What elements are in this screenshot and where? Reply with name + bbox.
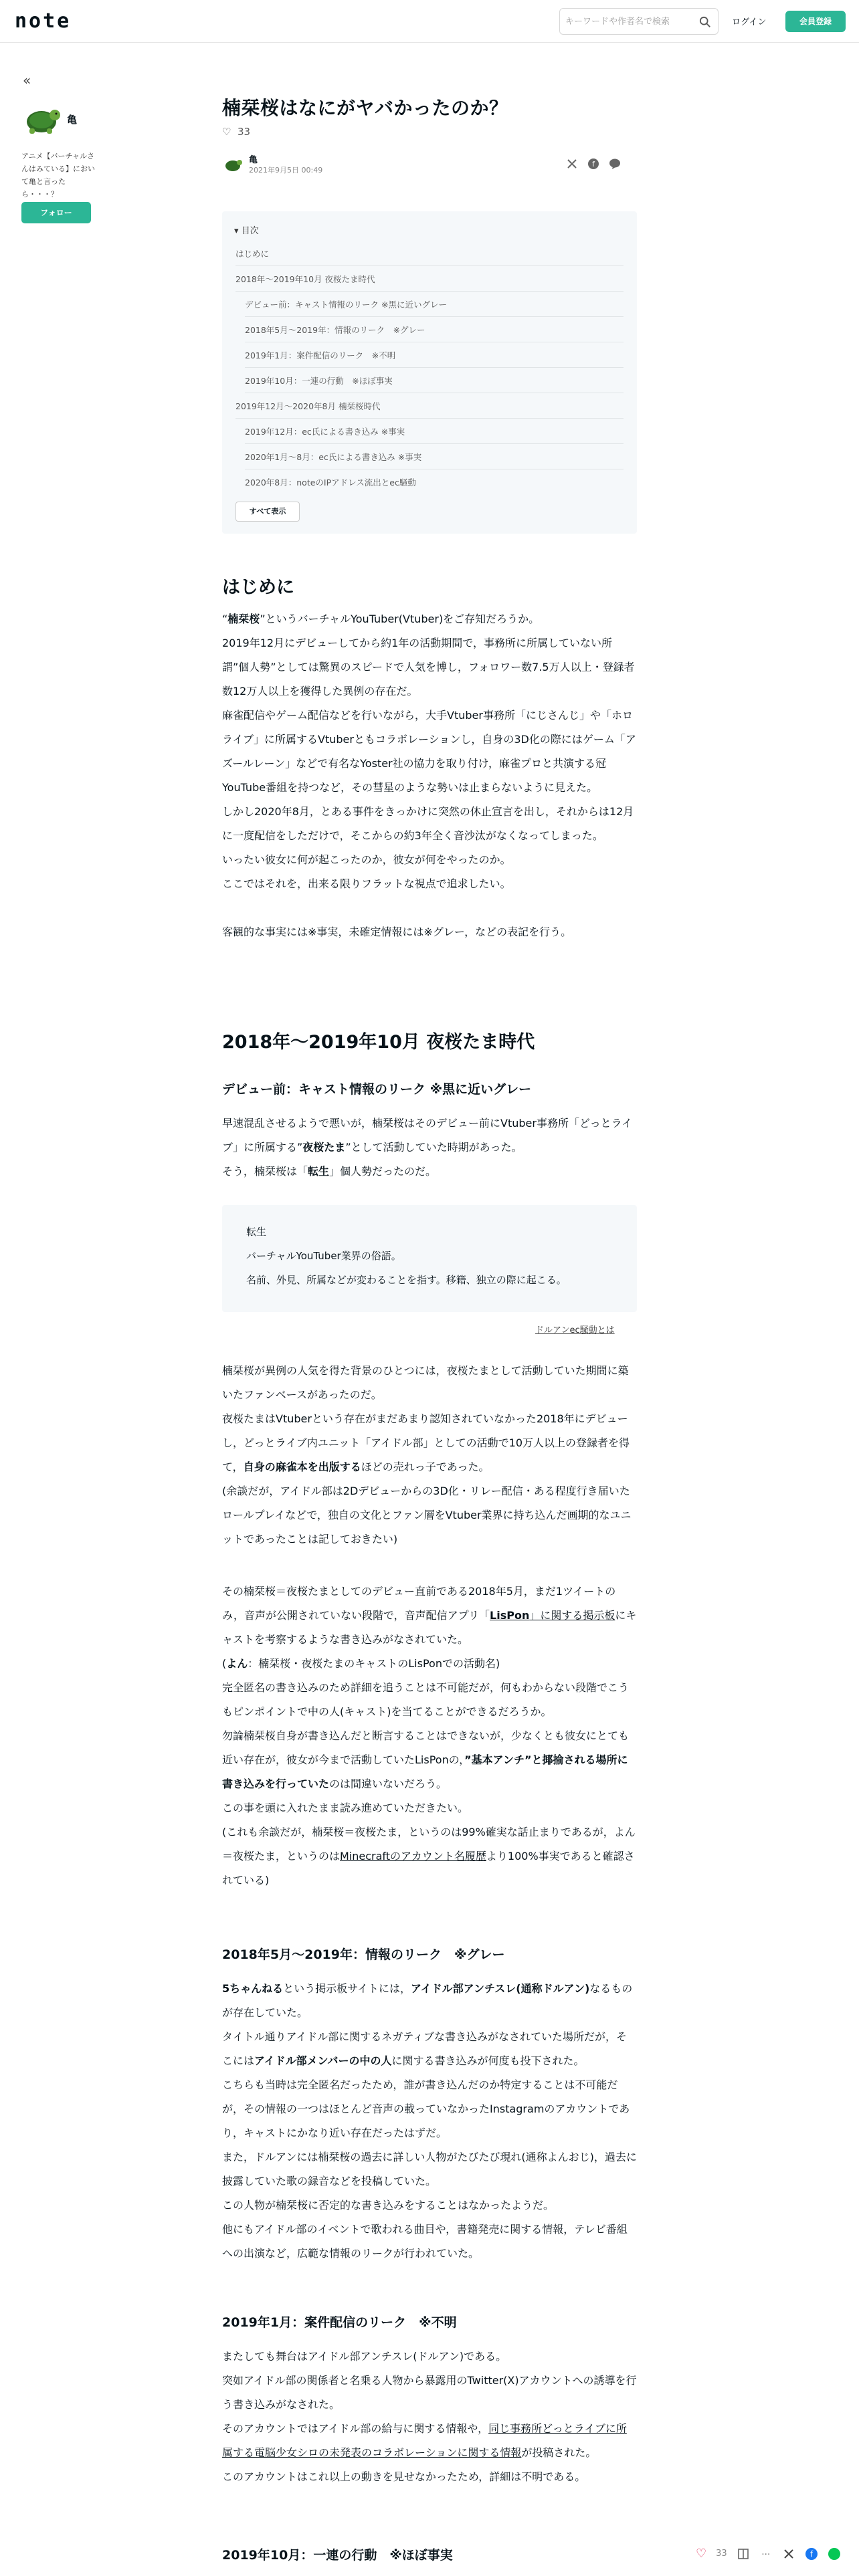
toc-item[interactable]: 2019年10月：一連の行動 ※ほぼ事実 [245, 369, 624, 393]
note-logo[interactable]: note [15, 9, 72, 33]
heading-2018-5: 2018年5月〜2019年：情報のリーク ※グレー [222, 1947, 505, 1962]
heading-debut: デビュー前：キャスト情報のリーク ※黒に近いグレー [222, 1082, 532, 1097]
toc-item[interactable]: 2020年1月〜8月：ec氏による書き込み ※事実 [245, 445, 624, 469]
search-icon[interactable] [699, 16, 711, 28]
svg-text:f: f [809, 2549, 813, 2559]
debut-paragraph: 早速混乱させるようで悪いが，楠栞桜はそのデビュー前にVtuber事務所「どっとライブ」に所属する”夜桜たま”として活動していた時期があった。 そう，楠栞桜は「転生」個人勢だったのだ。 [222, 1117, 633, 1178]
toc-item[interactable]: 2019年12月〜2020年8月 楠栞桜時代 [235, 395, 624, 419]
x-share-icon[interactable] [782, 2547, 795, 2561]
chevron-down-icon: ▾ [234, 226, 239, 236]
svg-text:f: f [592, 160, 595, 169]
siro-link[interactable]: 同じ事務所どっとライブに所属する電脳少女シロの未発表のコラボレーションに関する情報 [222, 2422, 627, 2459]
search-box[interactable] [559, 8, 719, 35]
toc-item[interactable]: 2020年8月：noteのIPアドレス流出とec騒動 [245, 477, 416, 488]
heading-2019-1: 2019年1月：案件配信のリーク ※不明 [222, 2315, 457, 2330]
leak-info-paragraph: 5ちゃんねるという掲示板サイトには，アイドル部アンチスレ(通称ドルアン)なるものが存在していた。 タイトル通りアイドル部に関するネガティブな書き込みがなされていた場所だが，そこにはアイドル部メンバーの中の人に関する書き込みが何度も投下された。 こちらも当時は完全匿名だったため，誰が書き込んだのか特定することは不可能だが，その情報の一つはほとんど音声の載っていなかったInstagramのアカウントであり，キャストにかなり近い存在だったはずだ。 また，ドルアンには楠栞桜の過去に詳しい人物がたびたび現れ(通称よんおじ)，過去に披露していた歌の録音などを投稿していた。 この人物が楠栞桜に否定的な書き込みをすることはなかったようだ。 他にもアイドル部のイベントで歌われる曲目や，書籍発売に関する情報，テレビ番組への出演など，広範な情報のリークが行われていた。 [222, 1982, 637, 2260]
share-buttons [566, 158, 621, 170]
heart-icon[interactable]: ♡ [222, 126, 231, 138]
line-share-icon[interactable] [828, 2547, 841, 2561]
toc-item[interactable]: 2019年1月：案件配信のリーク ※不明 [245, 344, 624, 368]
avatar[interactable] [20, 102, 63, 136]
article-title: 楠栞桜はなにがヤバかったのか？ [222, 97, 508, 119]
minecraft-link[interactable]: Minecraftのアカウント名履歴 [340, 1850, 486, 1862]
heart-icon[interactable]: ♡ [696, 2547, 707, 2561]
publish-date: 2021年9月5日 00:49 [249, 166, 323, 175]
like-counter[interactable] [222, 126, 250, 138]
case-paragraph: またしても舞台はアイドル部アンチスレ(ドルアン)である。 突如アイドル部の関係者と名乗る人物から暴露用のTwitter(X)アカウントへの誘導を行う書き込みがなされた。 そのアカウントではアイドル部の給与に関する情報や，同じ事務所どっとライブに所属する電脳少女シロの未発表のコラボレーションに関する情報が投稿された。 このアカウントはこれ以上の動きを見せなかったため，詳細は不明である。 [222, 2350, 637, 2483]
search-input[interactable] [565, 14, 692, 29]
like-count: 33 [237, 126, 251, 138]
fanbase-paragraph: 楠栞桜が異例の人気を得た背景のひとつには，夜桜たまとして活動していた期間に築いたファンベースがあったのだ。 夜桜たまはVtuberという存在がまだあまり認知されていなかった2018年にデビューし，どっとライブ内ユニット「アイドル部」としての活動で10万人以上の登録者を得て，自身の麻雀本を出版するほどの売れっ子であった。 (余談だが，アイドル部は2Dデビューからの3D化・リレー配信・ある程度行き届いたロールプレイなどで，独自の文化とファン層をVtuber業界に持ち込んだ画期的なユニットであったことは記しておきたい) [222, 1364, 632, 1545]
x-share-icon[interactable] [566, 158, 578, 170]
top-header [0, 0, 859, 43]
toc-item[interactable]: 2019年12月：ec氏による書き込み ※事実 [245, 420, 624, 444]
toc-item[interactable]: デビュー前：キャスト情報のリーク ※黒に近いグレー [245, 293, 624, 317]
author-name[interactable]: 亀 [249, 155, 258, 165]
toc-header[interactable] [234, 223, 259, 236]
heading-2019-10: 2019年10月：一連の行動 ※ほぼ事実 [222, 2548, 453, 2563]
heading-2018: 2018年〜2019年10月 夜桜たま時代 [222, 1032, 535, 1053]
facebook-share-icon[interactable] [587, 158, 599, 170]
intro-paragraph: “楠栞桜”というバーチャルYouTuber(Vtuber)をご存知だろうか。 2019年12月にデビューしてから約1年の活動期間で，事務所に所属していない所謂”個人勢”としては驚異のスピードで人気を博し，フォロワー数7.5万人以上・登録者数12万人以上を獲得した異例の存在だ。 麻雀配信やゲーム配信などを行いながら，大手Vtuber事務所「にじさんじ」や「ホロライブ」に所属するVtuberともコラボレーションし，自身の3D化の際にはゲーム「アズールレーン」などで有名なYoster社の協力を取り付け，麻雀プロと共演する冠YouTube番組を持つなど，その彗星のような勢いは止まらないように見えた。 しかし2020年8月，とある事件をきっかけに突然の休止宣言を出し，それからは12月に一度配信をしただけで，そこからの約3年全く音沙汰がなくなってしまった。 いったい彼女に何が起こったのか，彼女が何をやったのか。 ここではそれを，出来る限りフラットな視点で追求したい。 客観的な事実には※事実，未確定情報には※グレー，などの表記を行う。 [222, 613, 636, 938]
toc-show-all-button[interactable]: すべて表示 [235, 502, 300, 522]
quote-source-link[interactable]: ドルアンec騒動とは [535, 1325, 615, 1335]
toc-header-label: 目次 [241, 226, 259, 236]
toc-item[interactable]: 2018年〜2019年10月 夜桜たま時代 [235, 267, 624, 292]
bottom-like-count: 33 [716, 2549, 727, 2559]
bookmark-icon[interactable] [737, 2547, 750, 2561]
more-icon[interactable]: … [761, 2547, 771, 2557]
signup-button[interactable]: 会員登録 [785, 11, 846, 32]
floating-action-bar [696, 2547, 841, 2561]
collapse-sidebar-icon[interactable]: « [23, 72, 31, 88]
leak-paragraph: その楠栞桜＝夜桜たまとしてのデビュー直前である2018年5月，まだ1ツイートのみ，音声が公開されていない段階で，音声配信アプリ「LisPon」に関する掲示板にキャストを考察するような書き込みがなされていた。 (よん：楠栞桜・夜桜たまのキャストのLisPonでの活動名) 完全匿名の書き込みのため詳細を追うことは不可能だが，何もわからない段階でこうもピンポイントで中の人(キャスト)を当てることができるだろうか。 勿論楠栞桜自身が書き込んだと断言することはできないが，少なくとも彼女にとても近い存在が，彼女が今まで活動していたLisPonの，”基本アンチ”と揶揄される場所に書き込みを行っていたのは間違いないだろう。 この事を頭に入れたまま読み進めていただきたい。 (これも余談だが，楠栞桜＝夜桜たま，というのは99%確実な話止まりであるが，よん＝夜桜たま，というのはMinecraftのアカウント名履歴より100%事実であると確認されている) [222, 1585, 637, 1887]
author-avatar[interactable] [222, 155, 244, 174]
table-of-contents [222, 211, 637, 534]
heading-intro: はじめに [222, 577, 294, 598]
line-share-icon[interactable] [609, 158, 621, 170]
facebook-share-icon[interactable] [805, 2547, 818, 2561]
quote-block: 転生 バーチャルYouTuber業界の俗語。 名前、外見、所属などが変わることを指す。移籍、独立の際に起こる。 [222, 1205, 637, 1312]
toc-item[interactable]: 2018年5月〜2019年：情報のリーク ※グレー [245, 318, 624, 342]
follow-button[interactable] [21, 202, 91, 223]
lispon-link[interactable]: LisPon [490, 1609, 530, 1622]
sidebar-bio: アニメ【バーチャルさんはみている】において亀と言ったら・・・？ [21, 152, 95, 199]
follow-label: フォロー [40, 208, 72, 217]
toc-item[interactable]: はじめに [235, 242, 624, 266]
sidebar-author-name[interactable]: 亀 [67, 114, 78, 126]
login-link[interactable]: ログイン [732, 17, 767, 27]
